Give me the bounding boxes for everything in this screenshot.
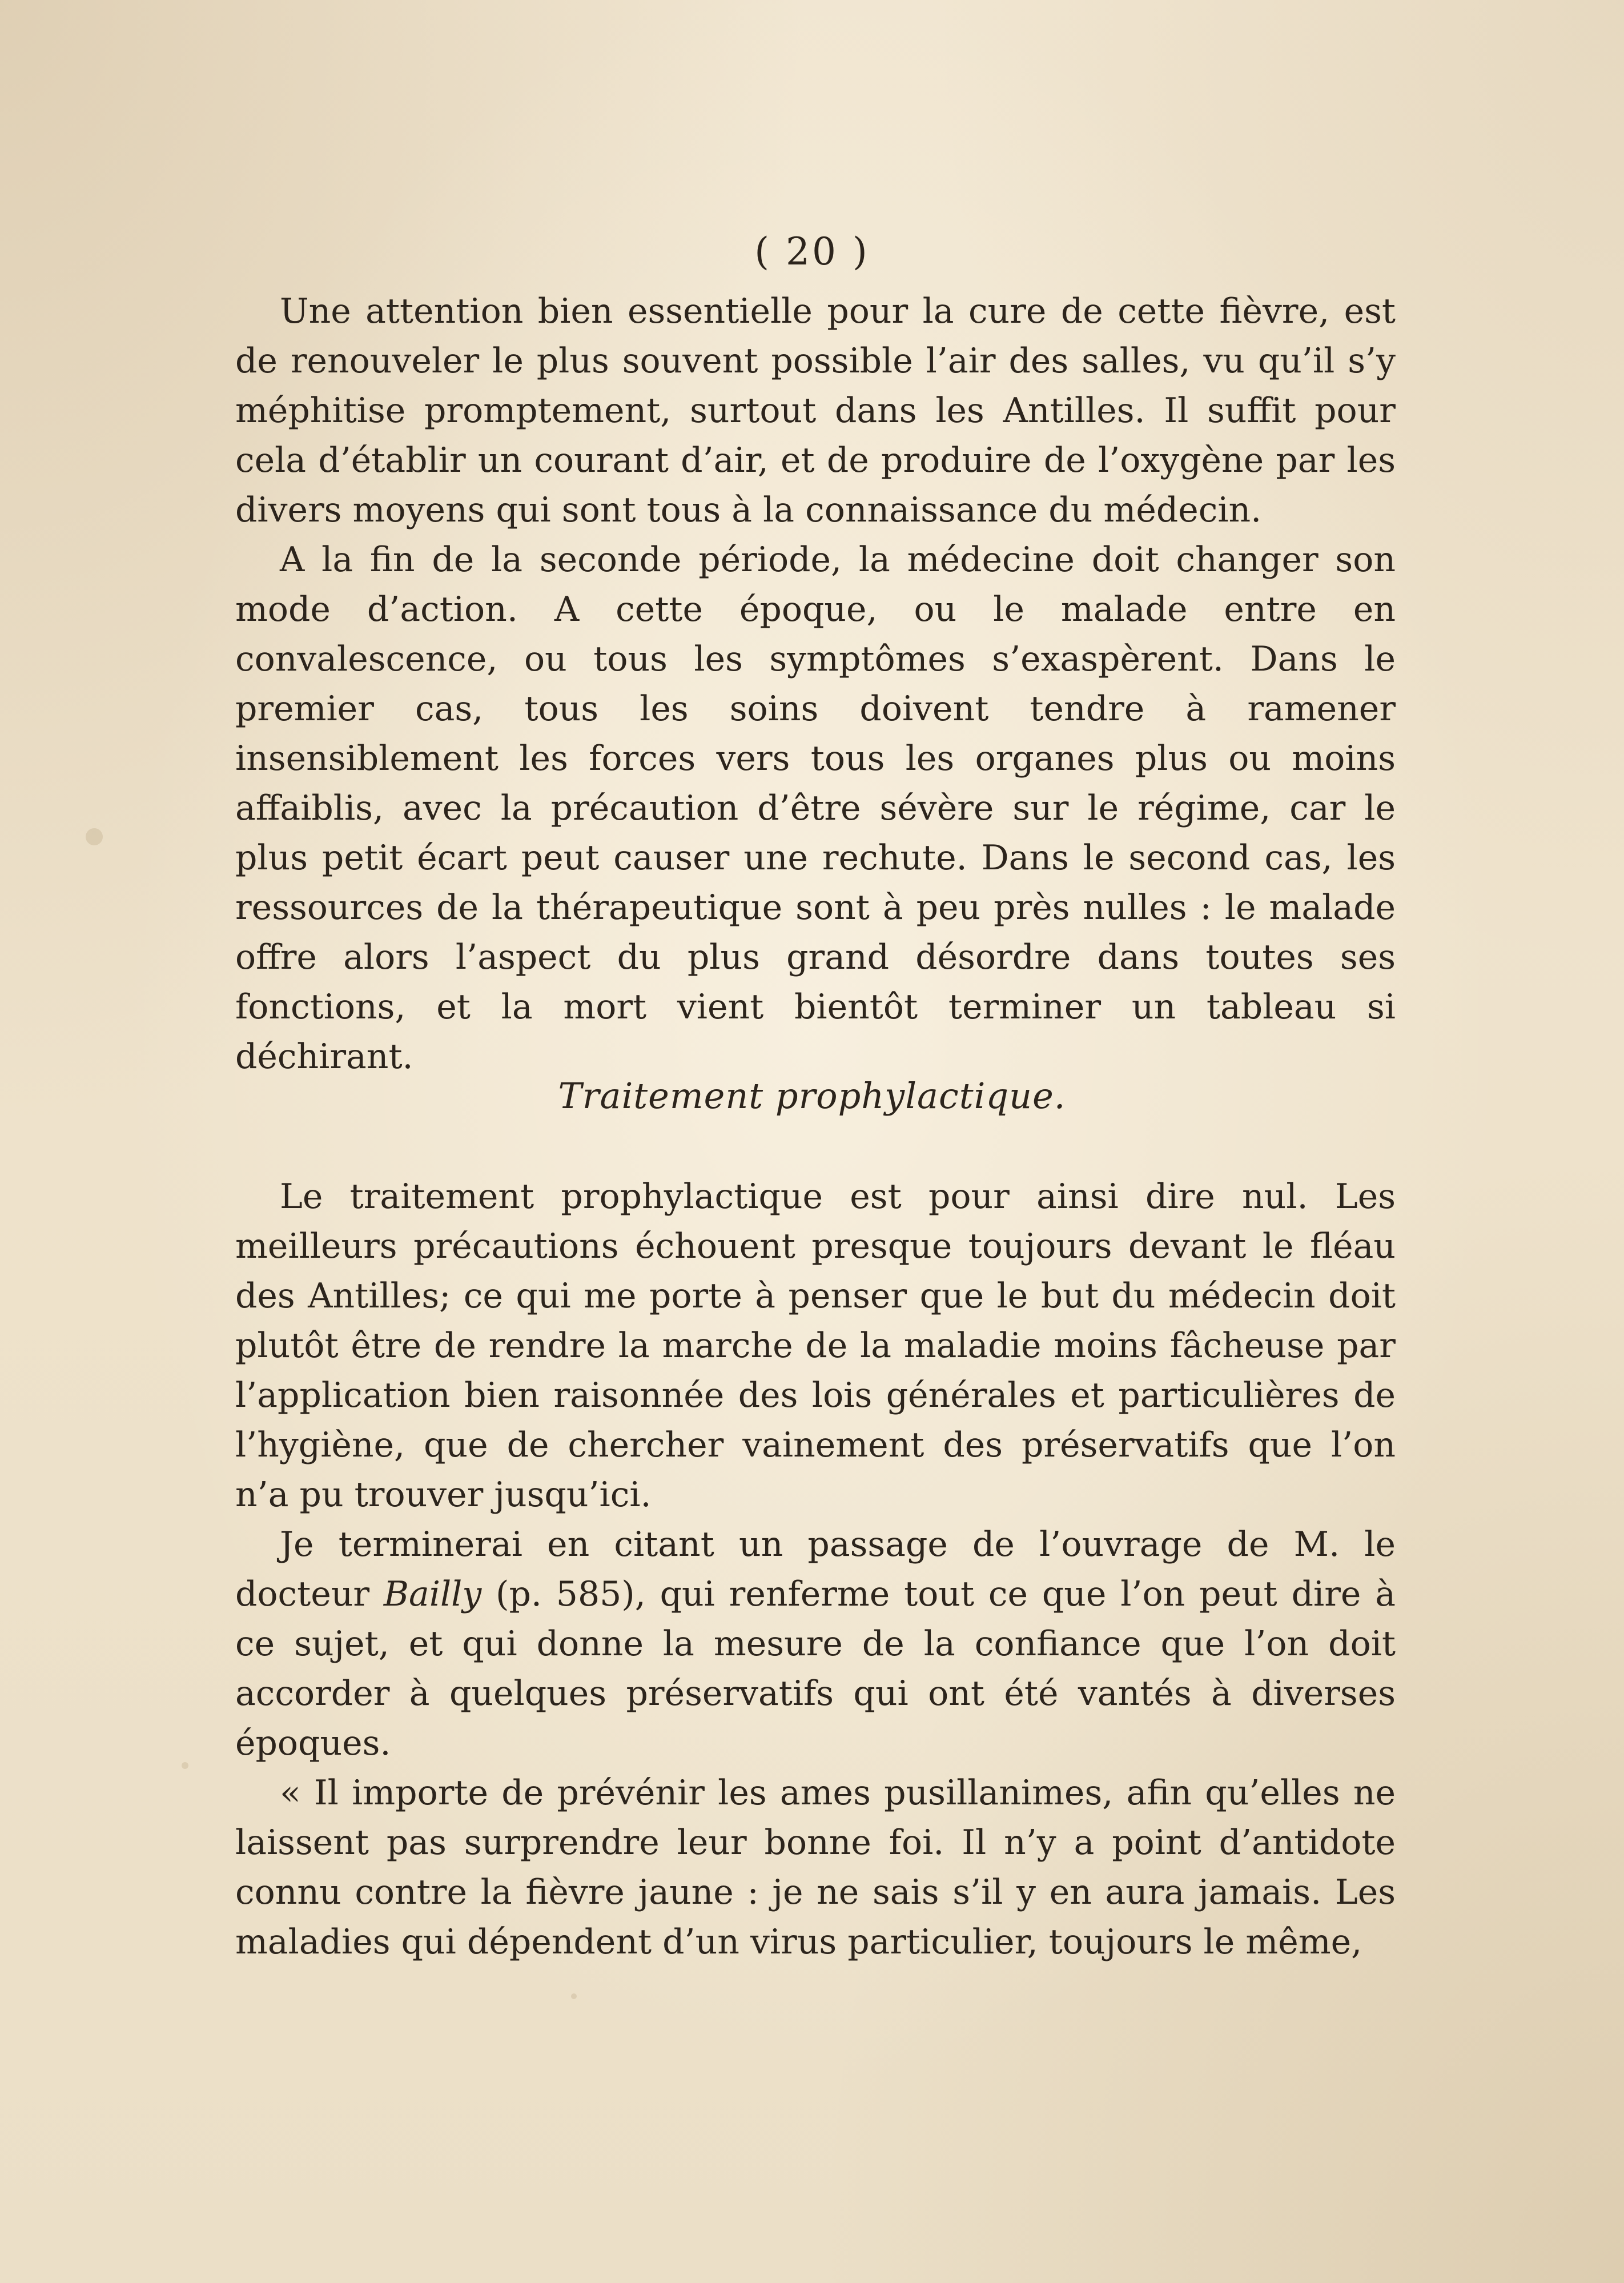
author-name: Bailly	[383, 1574, 482, 1614]
citation-text-before: Je terminerai en citant un passage de l’ouvrage de M. le docteur	[235, 1524, 1396, 1614]
paper-stain	[86, 828, 103, 845]
paragraph-citation-intro	[235, 1520, 1396, 1768]
paragraph-quotation: « Il importe de prévénir les ames pusillanimes, afin qu’elles ne laissent pas surprendre leur bonne foi. Il n’y a point d’antidote connu contre la fièvre jaune : je ne sais s’il y en aura jamais. Les maladies qui dépendent d’un virus particulier, toujours le même,	[235, 1773, 1396, 1962]
citation-text-after: (p. 585), qui renferme tout ce que l’on peut dire à ce sujet, et qui donne la mesure de la confiance que l’on doit accorder à quelques préservatifs qui ont été vantés à diverses époques.	[235, 1574, 1396, 1763]
section-heading: Traitement prophylactique.	[558, 1075, 1066, 1117]
page-number: ( 20 )	[754, 230, 870, 274]
paragraph-prophylaxis: Le traitement prophylactique est pour ainsi dire nul. Les meilleurs précautions échouent presque toujours devant le fléau des Antilles; ce qui me porte à penser que le but du médecin doit plutôt être de rendre la marche de la maladie moins fâcheuse par l’application bien raisonnée des lois générales et particulières de l’hygiène, que de chercher vainement des préservatifs que l’on n’a pu trouver jusqu’ici.	[235, 1177, 1396, 1515]
paper-stain	[182, 1762, 188, 1769]
paragraph-second-period: A la fin de la seconde période, la médecine doit changer son mode d’action. A cette époque, ou le malade entre en convalescence, ou tous les symptômes s’exaspèrent. Dans le premier cas, tous les soins doivent tendre à ramener insensiblement les forces vers tous les organes plus ou moins affaiblis, avec la précaution d’être sévère sur le régime, car le plus petit écart peut causer une rechute. Dans le second cas, les ressources de la thérapeutique sont à peu près nulles : le malade offre alors l’aspect du plus grand désordre dans toutes ses fonctions, et la mort vient bientôt terminer un tableau si déchirant.	[235, 540, 1396, 1077]
text-block-bottom	[235, 1172, 1396, 1967]
paragraph-air-renewal: Une attention bien essentielle pour la cure de cette fièvre, est de renouveler le plus souvent possible l’air des salles, vu qu’il s’y méphitise promptement, surtout dans les Antilles. Il suffit pour cela d’établir un courant d’air, et de produire de l’oxygène par les divers moyens qui sont tous à la connaissance du médecin.	[235, 291, 1396, 530]
text-block-top	[235, 287, 1396, 1082]
paper-stain	[571, 1993, 577, 1999]
